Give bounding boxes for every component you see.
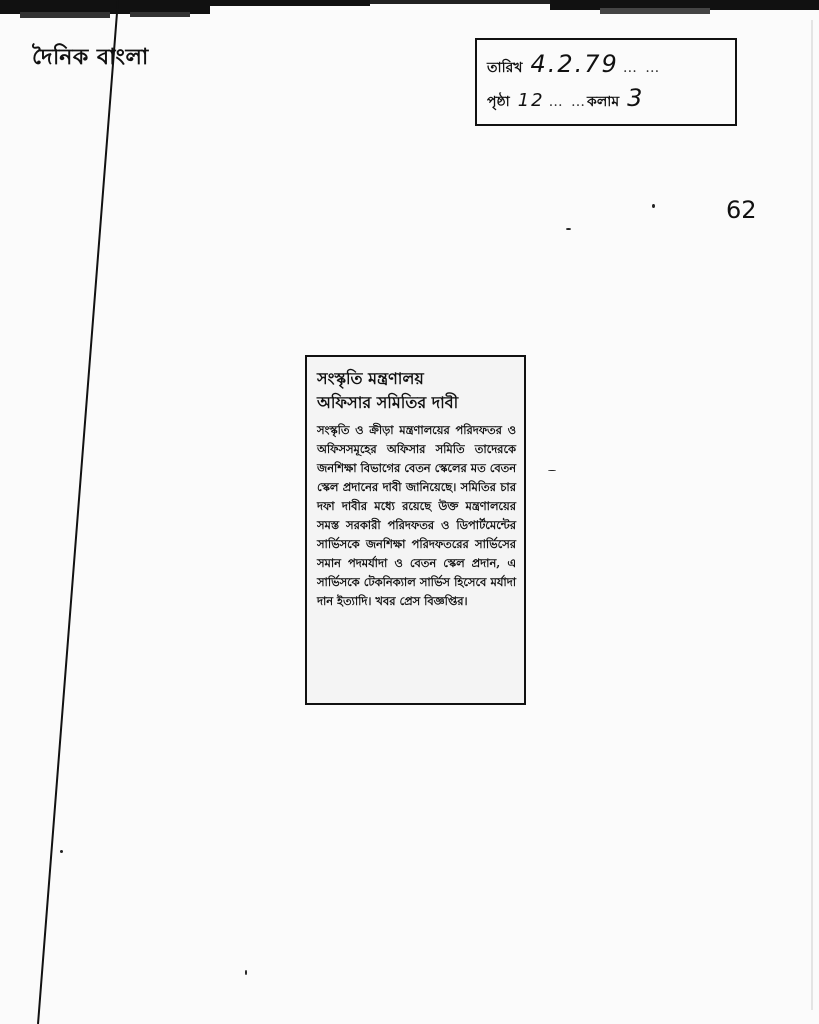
stamp-page-value: 12	[517, 90, 545, 111]
scan-speck	[652, 204, 655, 208]
scan-speck	[245, 970, 247, 975]
scan-speck	[566, 228, 571, 230]
stamp-dots: … …	[548, 94, 588, 110]
date-stamp	[475, 38, 737, 126]
stamp-column-label: কলাম	[587, 94, 620, 110]
news-clipping	[305, 355, 526, 705]
stamp-date-row	[487, 50, 725, 84]
stamp-date-value: 4.2.79	[530, 50, 619, 78]
page-number: 62	[726, 196, 757, 224]
publication-name: দৈনিক বাংলা	[32, 44, 149, 70]
clipping-body: সংস্কৃতি ও ক্রীড়া মন্ত্রণালয়ের পরিদফতর ও অফিসসমূহের অফিসার সমিতি তাদেরকে জনশিক্ষা বিভাগের বেতন স্কেলের মত বেতন স্কেল প্রদানের দাবী জানিয়েছে। সমিতির চার দফা দাবীর মধ্যে রয়েছে উক্ত মন্ত্রণালয়ের সমস্ত সরকারী পরিদফতর ও ডিপার্টমেন্টের সার্ভিসকে জনশিক্ষা পরিদফতরের সার্ভিসের সমান পদমর্যাদা ও বেতন স্কেল প্রদান, এ সার্ভিসকে টেকনিক্যাল সার্ভিস হিসেবে মর্যাদা দান ইত্যাদি। খবর প্রেস বিজ্ঞপ্তির।	[317, 423, 516, 608]
stamp-column-value: 3	[627, 84, 645, 112]
stamp-dots: … …	[622, 60, 662, 76]
stamp-page-row	[487, 84, 725, 118]
stamp-date-label: তারিখ	[487, 60, 523, 76]
scan-speck	[548, 470, 556, 471]
stamp-page-label: পৃষ্ঠা	[487, 94, 510, 110]
clipping-headline-line2: অফিসার সমিতির দাবী	[317, 393, 459, 412]
clipping-headline-line1: সংস্কৃতি মন্ত্রণালয়	[317, 369, 424, 388]
scan-speck	[60, 850, 63, 853]
